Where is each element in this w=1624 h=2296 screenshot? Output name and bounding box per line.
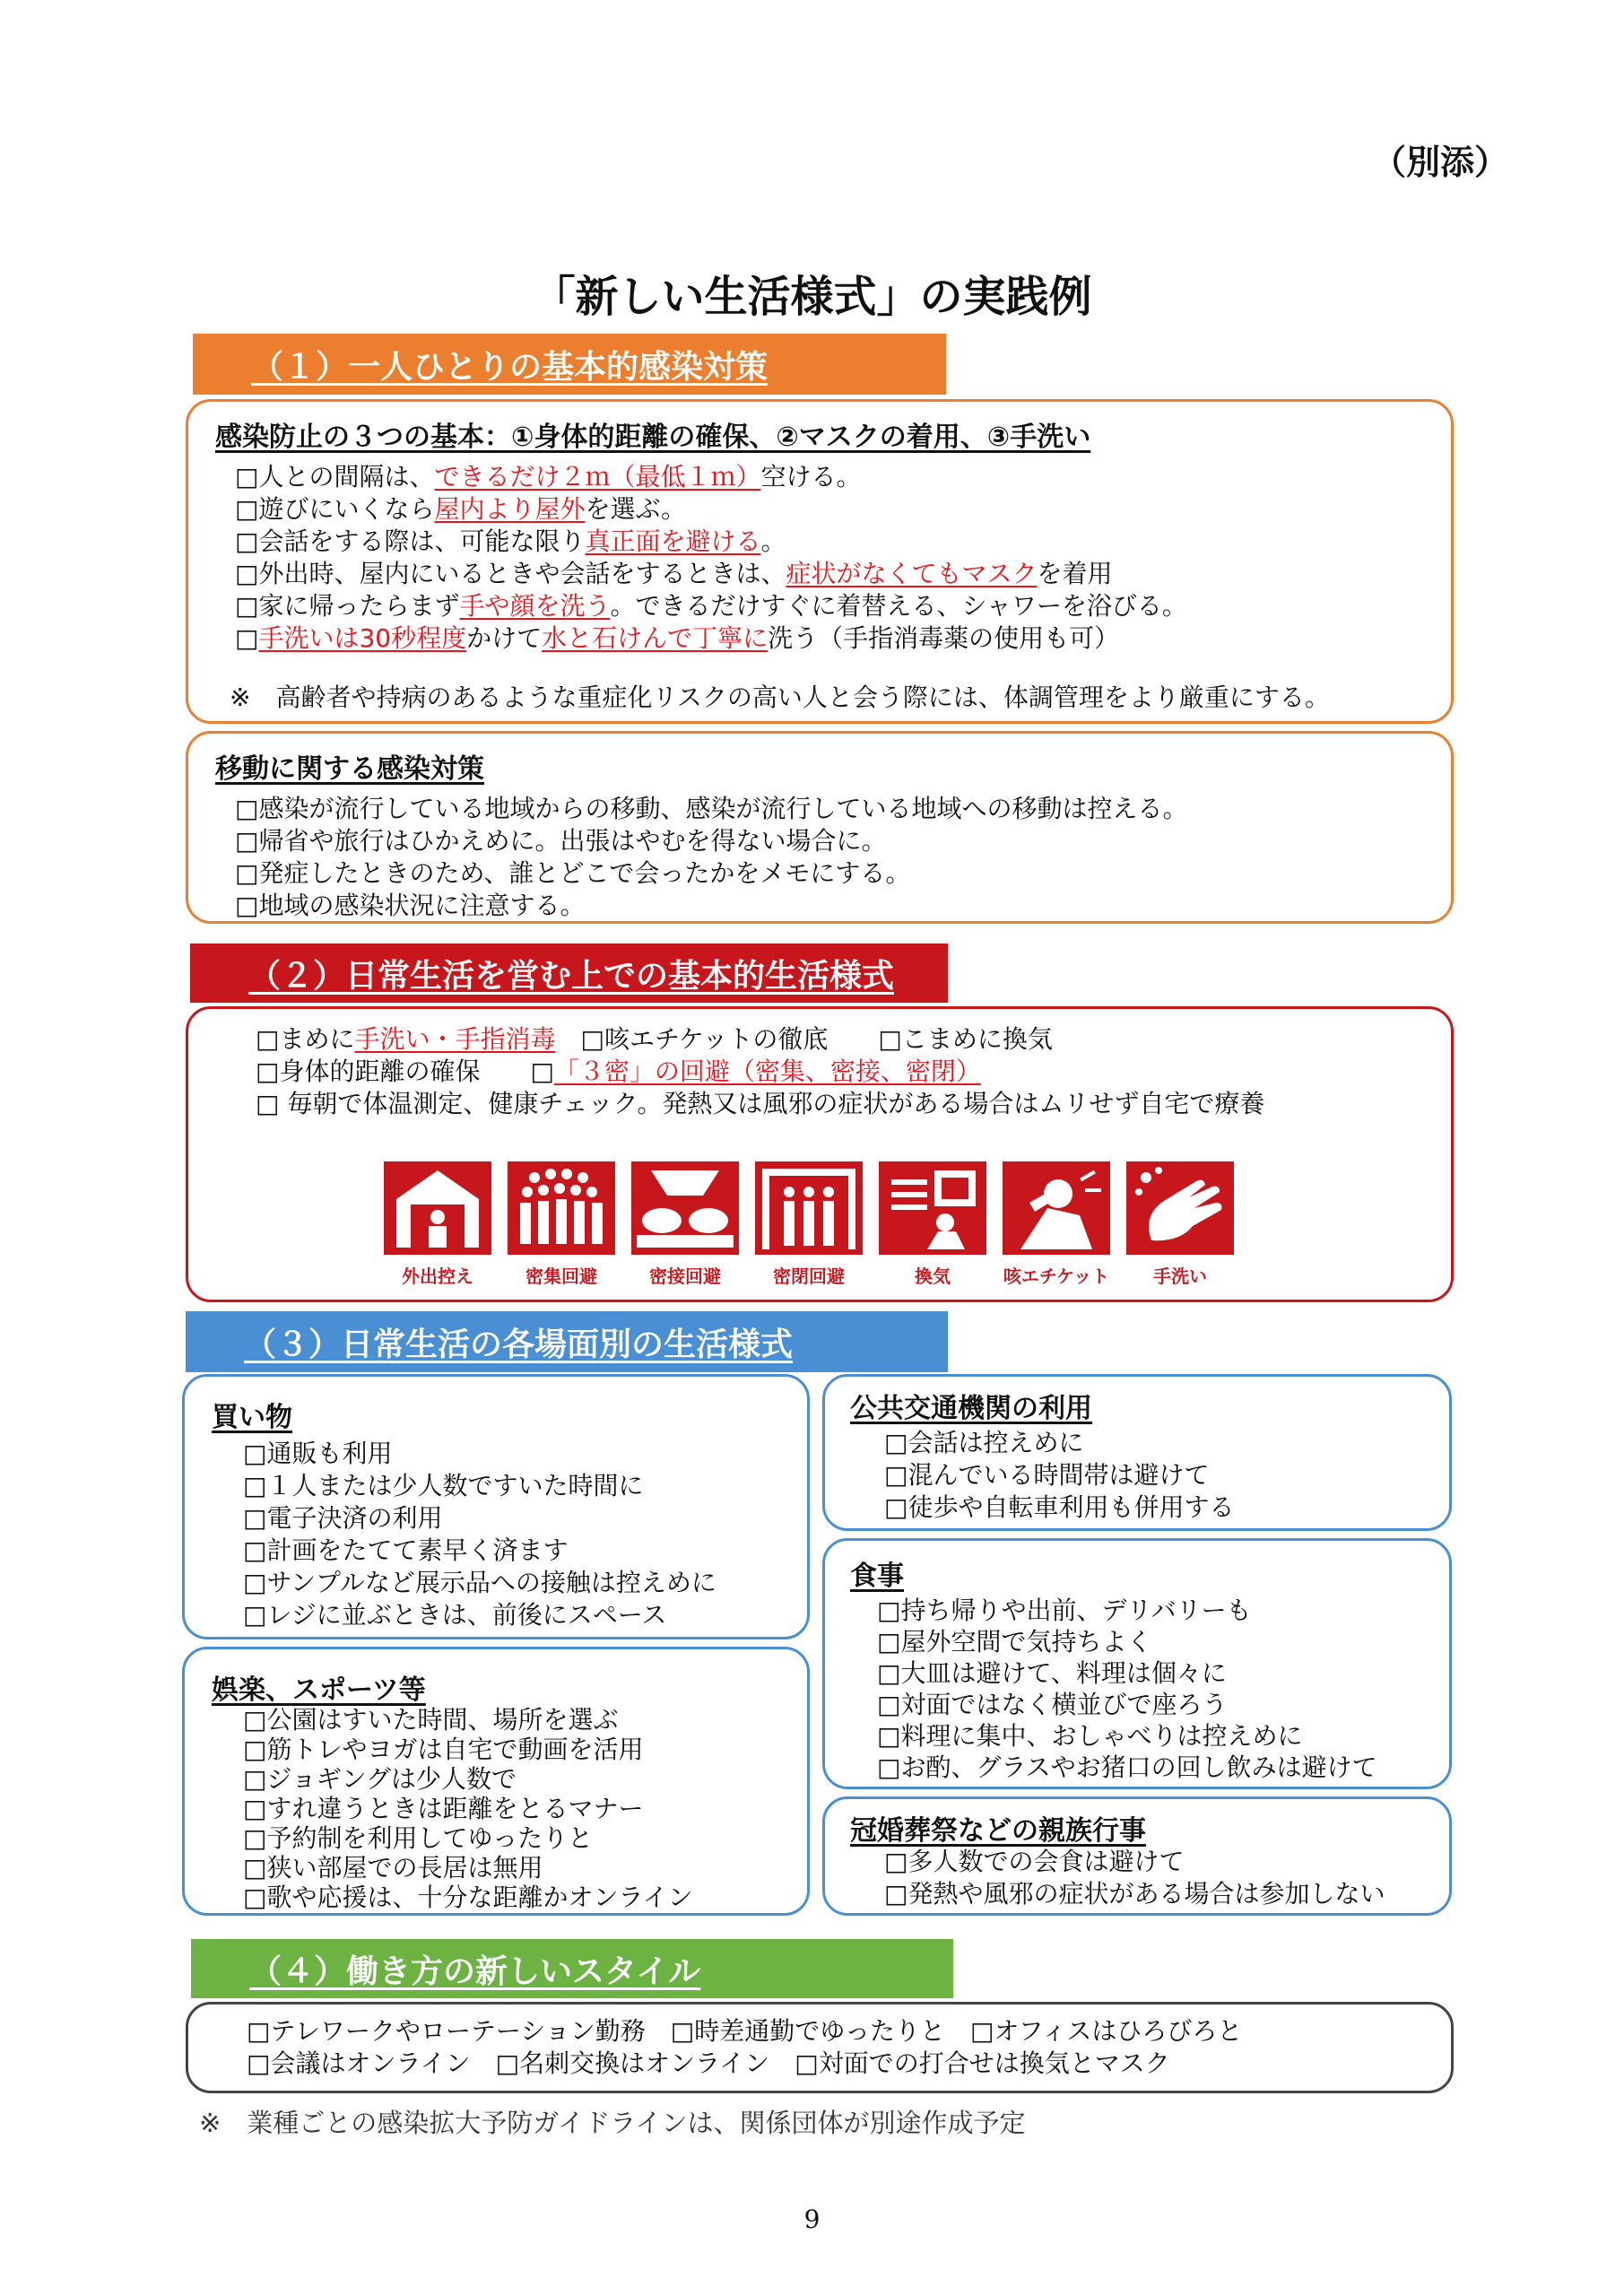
list-item: □狭い部屋での長居は無用 [243, 1853, 543, 1883]
meals-list [877, 1595, 1377, 1783]
meals-box [822, 1538, 1452, 1789]
list-item: □対面ではなく横並びで座ろう [877, 1690, 1228, 1719]
ceremony-list [884, 1846, 1385, 1910]
list-item: □発熱や風邪の症状がある場合は参加しない [884, 1879, 1385, 1909]
pictogram-avoid-crowds: 密集回避 [508, 1161, 615, 1288]
shopping-box [182, 1374, 810, 1639]
list-item: □通販も利用 [243, 1439, 393, 1468]
travel-measures-title: 移動に関する感染対策 [215, 753, 484, 785]
list-item: □公園はすいた時間、場所を選ぶ [243, 1705, 619, 1735]
page-title: 「新しい生活様式」の実践例 [532, 272, 1092, 322]
pictogram-avoid-closed-spaces: 密閉回避 [755, 1161, 863, 1288]
leisure-box [182, 1647, 810, 1916]
list-item: □大皿は避けて、料理は個々に [877, 1658, 1227, 1688]
cough-icon [1003, 1161, 1110, 1255]
travel-measures-list [235, 793, 1187, 922]
list-item: □料理に集中、おしゃべりは控えめに [877, 1721, 1303, 1751]
list-item: □お酌、グラスやお猪口の回し飲みは避けて [877, 1752, 1377, 1782]
list-item: □１人または少人数ですいた時間に [243, 1471, 644, 1500]
list-item: □人との間隔は、できるだけ２ｍ（最低１ｍ）空ける。 [235, 462, 862, 491]
pictogram-handwashing: 手洗い [1126, 1161, 1234, 1288]
shopping-list [243, 1438, 716, 1631]
appendix-label: （別添） [1372, 143, 1509, 182]
list-item: □すれ違うときは距離をとるマナー [243, 1794, 644, 1823]
house-person-icon [384, 1161, 491, 1255]
list-item: □手洗いは30秒程度かけて水と石けんで丁寧に洗う（手指消毒薬の使用も可） [235, 623, 1120, 653]
ceremony-title: 冠婚葬祭などの親族行事 [850, 1815, 1146, 1847]
list-item: □予約制を利用してゆったりと [243, 1823, 594, 1853]
list-item: □ 毎朝で体温測定、健康チェック。発熱又は風邪の症状がある場合はムリせず自宅で療養 [256, 1089, 1265, 1118]
list-item: □筋トレやヨガは自宅で動画を活用 [243, 1735, 644, 1764]
footnote: ※ 業種ごとの感染拡大予防ガイドラインは、関係団体が別途作成予定 [199, 2108, 1026, 2138]
work-style-box [186, 2002, 1454, 2093]
list-item: □帰省や旅行はひかえめに。出張はやむを得ない場合に。 [235, 826, 887, 856]
close-contact-icon [631, 1161, 739, 1255]
basic-measures-box [186, 399, 1454, 724]
closed-room-icon [755, 1161, 863, 1255]
transit-title: 公共交通機関の利用 [850, 1393, 1092, 1424]
section-2-header-text: （２）日常生活を営む上での基本的生活様式 [248, 957, 895, 995]
list-item: □徒歩や自転車利用も併用する [884, 1492, 1235, 1522]
list-item: □家に帰ったらまず手や顔を洗う。できるだけすぐに着替える、シャワーを浴びる。 [235, 591, 1187, 621]
list-item: □電子決済の利用 [243, 1503, 443, 1533]
section-4-header [191, 1939, 953, 1998]
leisure-title: 娯楽、スポーツ等 [212, 1674, 426, 1706]
basic-measures-note: ※ 高齢者や持病のあるような重症化リスクの高い人と会う際には、体調管理をより厳重にする。 [230, 683, 1330, 712]
list-item: □遊びにいくなら屋内より屋外を選ぶ。 [235, 494, 687, 524]
list-item: □テレワークやローテーション勤務 □時差通勤でゆったりと □オフィスはひろびろと [247, 2016, 1243, 2046]
page-number: 9 [803, 2205, 821, 2234]
section-4-header-text: （４）働き方の新しいスタイル [249, 1952, 701, 1990]
section-1-header-text: （１）一人ひとりの基本的感染対策 [251, 348, 769, 386]
list-item: □会議はオンライン □名刺交換はオンライン □対面での打合せは換気とマスク [247, 2048, 1170, 2078]
leisure-list [243, 1705, 693, 1912]
list-item: □感染が流行している地域からの移動、感染が流行している地域への移動は控える。 [235, 794, 1188, 823]
travel-measures-box [186, 731, 1454, 924]
window-ventilation-icon [879, 1161, 986, 1255]
basic-measures-title: 感染防止の３つの基本：①身体的距離の確保、②マスクの着用、③手洗い [215, 422, 1091, 453]
list-item: □持ち帰りや出前、デリバリーも [877, 1596, 1252, 1625]
list-item: □計画をたてて素早く済ます [243, 1535, 569, 1565]
section-1-header [193, 334, 946, 395]
basic-measures-list [235, 461, 1187, 655]
list-item: □発症したときのため、誰とどこで会ったかをメモにする。 [235, 858, 911, 888]
list-item: □歌や応援は、十分な距離かオンライン [243, 1883, 693, 1912]
pictogram-row [384, 1161, 1234, 1288]
meals-title: 食事 [850, 1561, 904, 1592]
list-item: □ジョギングは少人数で [243, 1764, 517, 1794]
section-3-header [186, 1311, 948, 1372]
list-item: □混んでいる時間帯は避けて [884, 1460, 1210, 1490]
list-item: □屋外空間で気持ちよく [877, 1627, 1152, 1657]
list-item: □多人数での会食は避けて [884, 1847, 1185, 1876]
daily-basics-list [256, 1023, 1264, 1120]
daily-basics-box [186, 1006, 1454, 1302]
crowd-icon [508, 1161, 615, 1255]
list-item: □地域の感染状況に注意する。 [235, 891, 586, 920]
section-3-header-text: （３）日常生活の各場面別の生活様式 [244, 1326, 794, 1363]
pictogram-avoid-contact: 密接回避 [631, 1161, 739, 1288]
transit-box [822, 1374, 1452, 1531]
transit-list [884, 1427, 1234, 1524]
list-item: □レジに並ぶときは、前後にスペース [243, 1600, 667, 1630]
list-item: □まめに手洗い・手指消毒 □咳エチケットの徹底 □こまめに換気 [256, 1024, 1053, 1054]
list-item: □外出時、屋内にいるときや会話をするときは、症状がなくてもマスクを着用 [235, 559, 1113, 588]
section-2-header [190, 944, 948, 1003]
list-item: □会話は控えめに [884, 1428, 1084, 1457]
ceremony-box [822, 1796, 1452, 1916]
list-item: □会話をする際は、可能な限り真正面を避ける。 [235, 526, 786, 556]
pictogram-stay-home: 外出控え [384, 1161, 491, 1288]
shopping-title: 買い物 [212, 1402, 292, 1433]
pictogram-ventilation: 換気 [879, 1161, 986, 1288]
list-item: □身体的距離の確保 □「３密」の回避（密集、密接、密閉） [256, 1057, 981, 1086]
list-item: □サンプルなど展示品への接触は控えめに [243, 1568, 716, 1597]
hand-washing-icon [1126, 1161, 1234, 1255]
pictogram-cough-etiquette: 咳エチケット [1003, 1161, 1110, 1288]
work-style-list [247, 2015, 1242, 2080]
